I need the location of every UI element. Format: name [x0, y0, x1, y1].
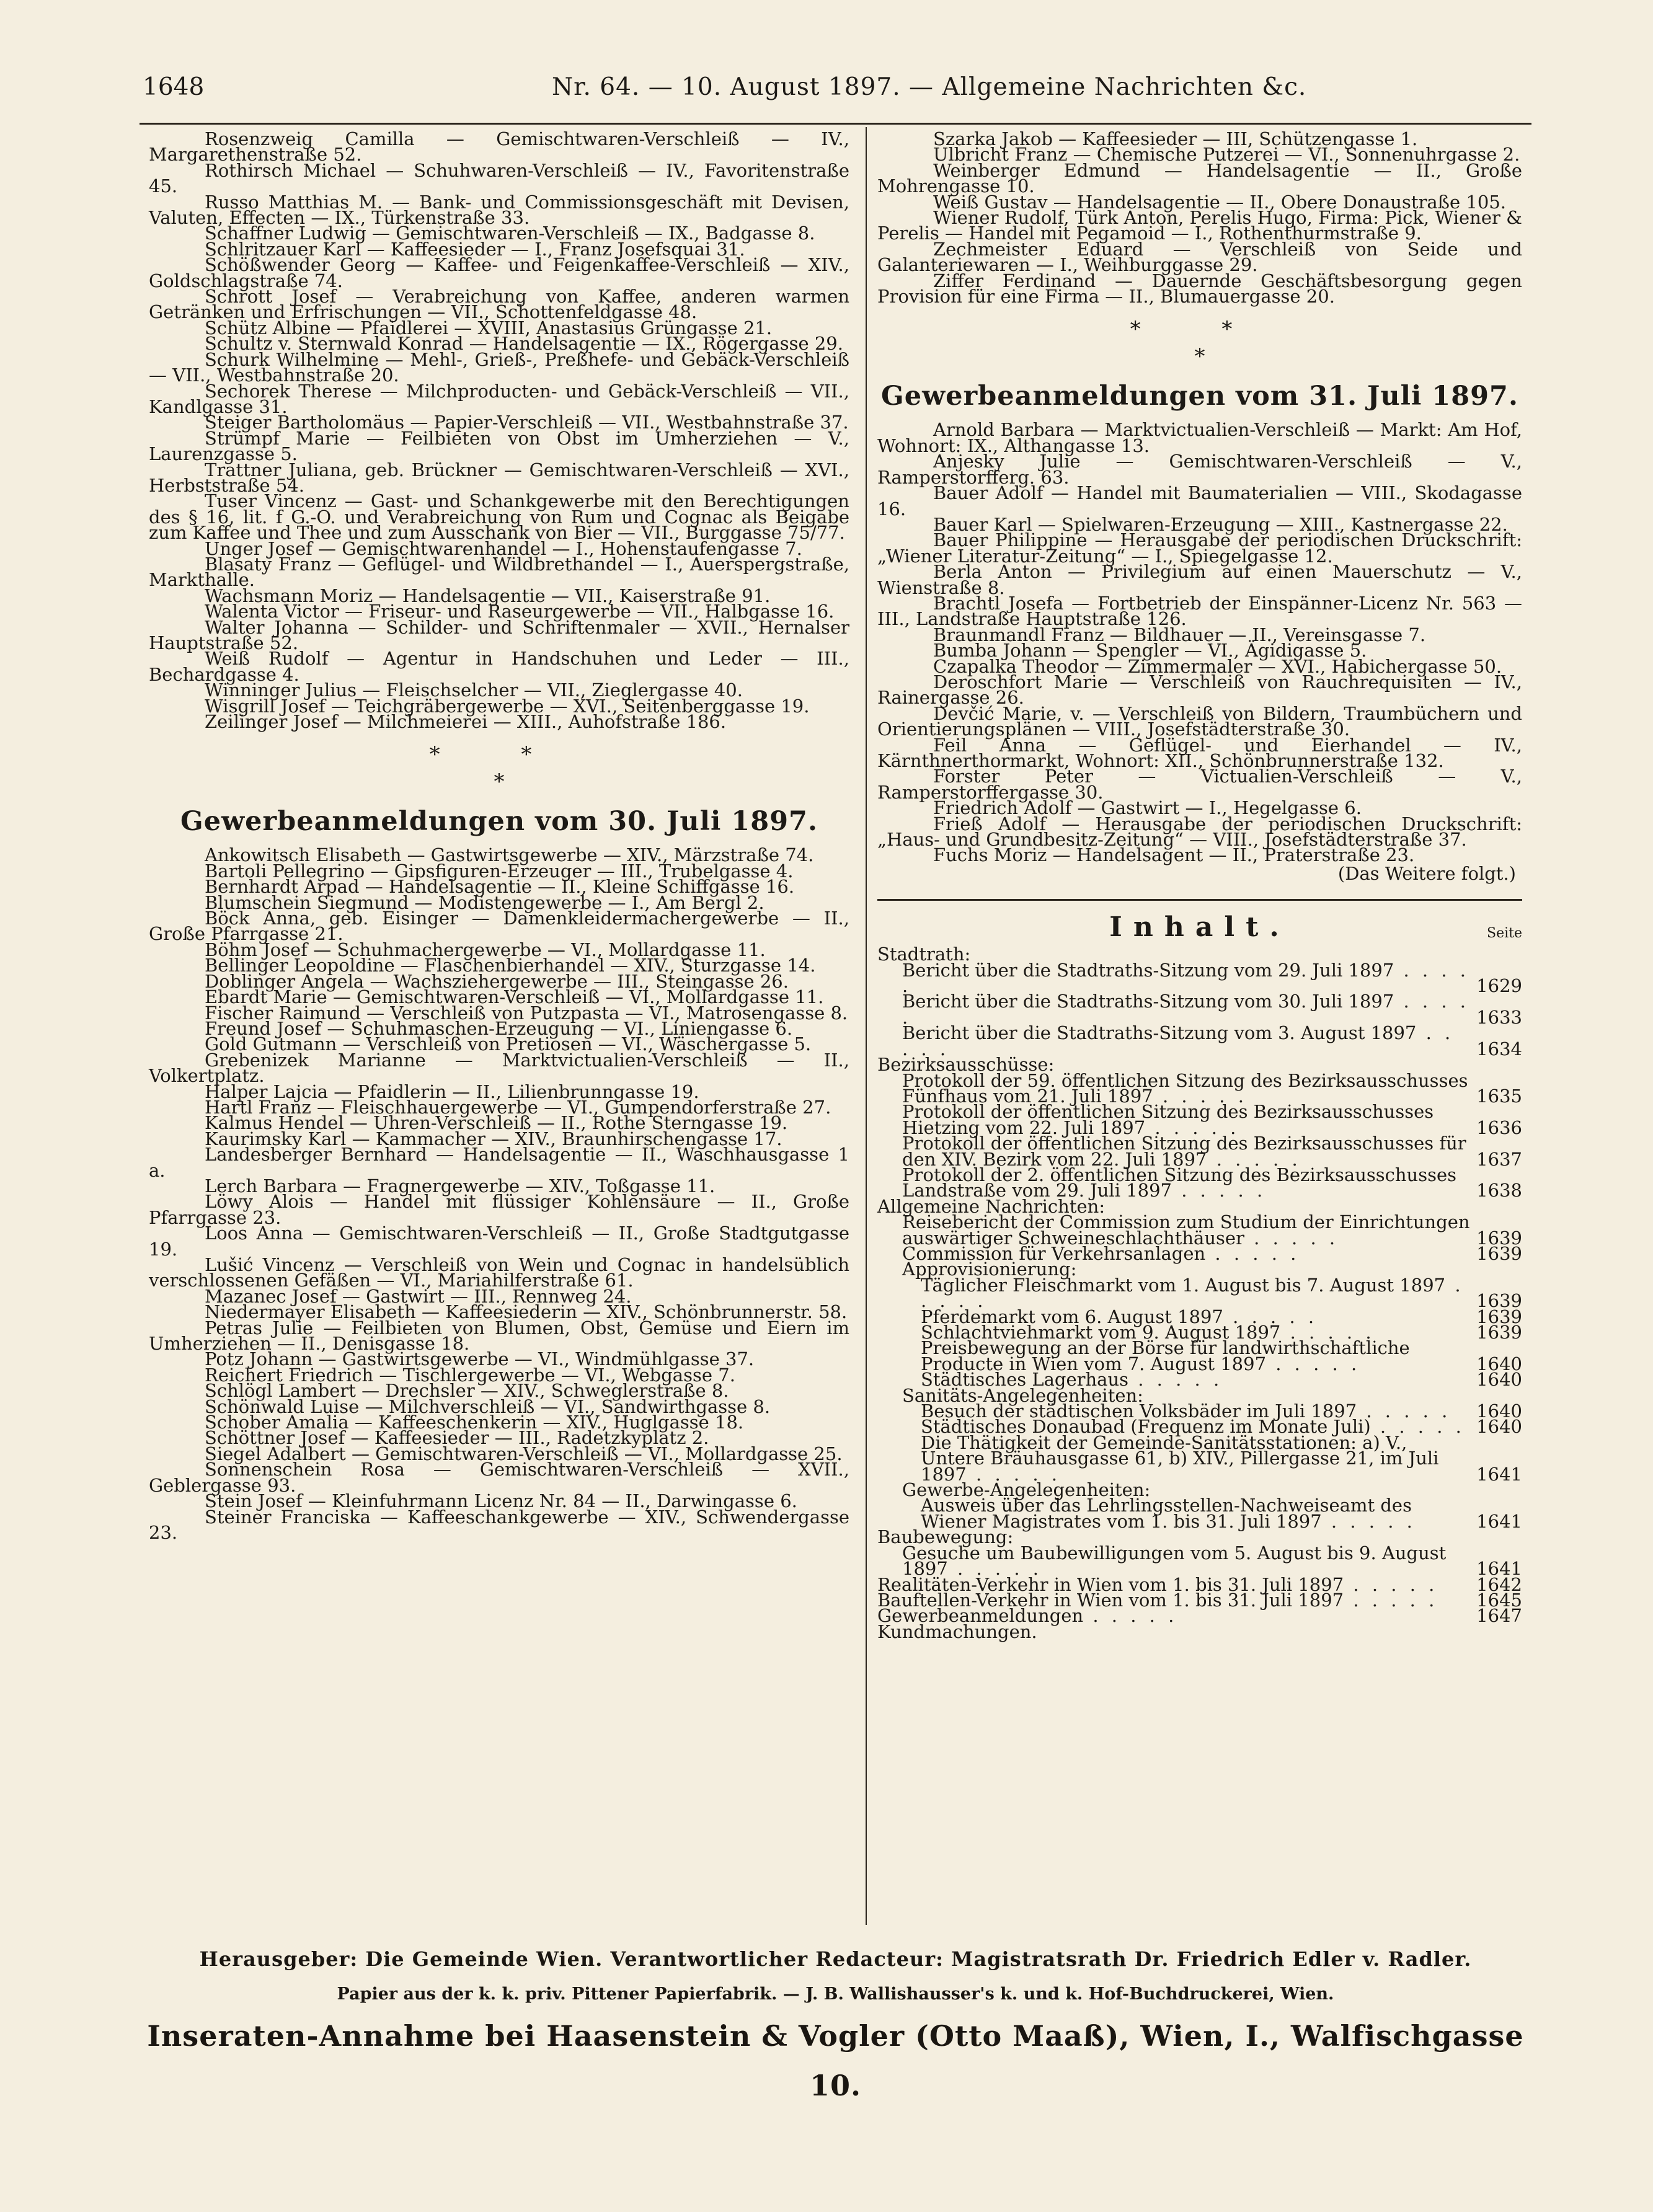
- list-item: Reichert Friedrich — Tischlergewerbe — VI., Webgasse 7.: [205, 1364, 735, 1386]
- list-item: Brachtl Josefa — Fortbetrieb der Einspänner-Licenz Nr. 563 — III., Landstraße Hauptstraße 126.: [877, 592, 1522, 630]
- left-entries-a: [149, 128, 849, 733]
- list-item: Loos Anna — Gemischtwaren-Verschleiß — II., Große Stadtgutgasse 19.: [149, 1223, 849, 1260]
- toc-page-number: 1639: [1476, 1227, 1522, 1249]
- list-item: Wisgrill Josef — Teichgräbergewerbe — XVI., Seitenberggasse 19.: [205, 695, 810, 717]
- list-item: Rosenzweig Camilla — Gemischtwaren-Verschleiß — IV., Margarethenstraße 52.: [149, 128, 849, 166]
- list-item: Walter Johanna — Schilder- und Schriftenmaler — XVII., Hernalser Hauptstraße 52.: [149, 616, 849, 653]
- toc-entry-text: Bericht über die Stadtraths-Sitzung vom 3. August 1897: [902, 1022, 1417, 1044]
- toc-page-number: 1639: [1476, 1290, 1522, 1312]
- toc-page-number: 1641: [1476, 1463, 1522, 1485]
- toc-page-number: 1647: [1476, 1605, 1522, 1627]
- toc-entry-text: Täglicher Fleischmarkt vom 1. August bis 7. August 1897: [921, 1274, 1446, 1296]
- list-item: Schlögl Lambert — Drechsler — XIV., Schweglerstraße 8.: [205, 1380, 729, 1402]
- list-item: Doblinger Angela — Wachsziehergewerbe — III., Steingasse 26.: [205, 970, 789, 992]
- list-item: Niedermayer Elisabeth — Kaffeesiederin — XIV., Schönbrunnerstr. 58.: [205, 1301, 848, 1323]
- toc-leader-dots: . . . . .: [921, 1274, 1465, 1312]
- list-item: Schaffner Ludwig — Gemischtwaren-Verschleiß — IX., Badgasse 8.: [205, 223, 815, 244]
- section-stars-top: * *: [429, 742, 569, 768]
- toc-entry-text: Approvisionierung:: [902, 1259, 1077, 1280]
- toc-entry-text: Sanitäts-Angelegenheiten:: [902, 1384, 1143, 1406]
- right-entries-b: [877, 419, 1522, 866]
- list-item: Bartoli Pellegrino — Gipsfiguren-Erzeuger — III., Trubelgasse 4.: [205, 860, 794, 882]
- toc-leader-dots: . . . . .: [1370, 1416, 1465, 1438]
- toc-entry: [877, 1164, 1522, 1201]
- list-item: Szarka Jakob — Kaffeesieder — III, Schützengasse 1.: [933, 128, 1418, 149]
- list-item: Gold Gutmann — Verschleiß von Pretiosen — VI., Wäschergasse 5.: [205, 1033, 812, 1055]
- toc-entry: [877, 1431, 1522, 1485]
- toc-leader-dots: . . . . .: [1357, 1400, 1451, 1422]
- toc-leader-dots: . . . . .: [1207, 1148, 1301, 1170]
- toc-entry-text: Commission für Verkehrsanlagen: [902, 1242, 1206, 1264]
- toc-entry-text: Pferdemarkt vom 6. August 1897: [921, 1306, 1223, 1327]
- column-divider: [866, 127, 867, 1925]
- toc-entry-text: Besuch der städtischen Volksbäder im Juli 1897: [921, 1400, 1357, 1422]
- right-entries-a: [877, 128, 1522, 307]
- toc-entry-text: Bauftellen-Verkehr in Wien vom 1. bis 31. Juli 1897: [877, 1589, 1344, 1611]
- list-item: Ebardt Marie — Gemischtwaren-Verschleiß — VI., Mollardgasse 11.: [205, 986, 824, 1008]
- toc-category: Baubewegung:: [877, 1526, 1014, 1548]
- list-item: Schöttner Josef — Kaffeesieder — III., Radetzkyplatz 2.: [205, 1427, 709, 1449]
- section-stars-top-right: * *: [1130, 317, 1270, 342]
- toc-separator-rule: [877, 899, 1522, 901]
- toc-entry: [877, 1133, 1522, 1170]
- toc-page-number: 1639: [1476, 1242, 1522, 1264]
- list-item: Schober Amalia — Kaffeeschenkerin — XIV., Huglgasse 18.: [205, 1412, 744, 1433]
- toc-page-number: 1637: [1476, 1148, 1522, 1170]
- toc-page-number: 1645: [1476, 1589, 1522, 1611]
- list-item: Bauer Adolf — Handel mit Baumaterialien — VIII., Skodagasse 16.: [877, 482, 1522, 520]
- list-item: Schlritzauer Karl — Kaffeesieder — I., Franz Josefsquai 31.: [205, 238, 745, 260]
- toc-page-number: 1641: [1476, 1558, 1522, 1580]
- list-item: Steiner Franciska — Kaffeeschankgewerbe — XIV., Schwendergasse 23.: [149, 1506, 849, 1543]
- list-item: Potz Johann — Gastwirtsgewerbe — VI., Windmühlgasse 37.: [205, 1348, 755, 1370]
- list-item: Wachsmann Moriz — Handelsagentie — VII., Kaiserstraße 91.: [205, 585, 771, 606]
- toc-page-number: 1633: [1476, 1006, 1522, 1028]
- toc-leader-dots: . . . . .: [902, 1022, 1455, 1060]
- toc-entry-text: Gesuche um Baubewilligungen vom 5. August bis 9. August 1897: [902, 1542, 1447, 1580]
- list-item: Weiß Gustav — Handelsagentie — II., Obere Donaustraße 105.: [933, 191, 1506, 213]
- list-item: Deroschfort Marie — Verschleiß von Rauchrequisiten — IV., Rainergasse 26.: [877, 671, 1522, 709]
- list-item: Czapalka Theodor — Zimmermaler — XVI., Habichergasse 50.: [933, 655, 1502, 677]
- list-item: Schurk Wilhelmine — Mehl-, Grieß-, Preßhefe- und Gebäck-Verschleiß — VII., Westbahnstraße 20.: [149, 348, 849, 386]
- toc-page-number: 1629: [1476, 975, 1522, 997]
- toc-leader-dots: . . . . .: [1280, 1322, 1375, 1343]
- list-item: Sechorek Therese — Milchproducten- und Gebäck-Verschleiß — VII., Kandlgasse 31.: [149, 380, 849, 417]
- footer-printer: Papier aus der k. k. priv. Pittener Papierfabrik. — J. B. Wallishausser's k. und k. Hof-Buchdruckerei, Wien.: [337, 1984, 1334, 2004]
- list-item: Bernhardt Arpad — Handelsagentie — II., Kleine Schiffgasse 16.: [205, 876, 795, 898]
- list-item: Petras Julie — Feilbieten von Blumen, Obst, Gemüse und Eiern im Umherziehen — II., Denisgasse 18.: [149, 1317, 849, 1355]
- toc-leader-dots: . . . . .: [1344, 1573, 1438, 1595]
- list-item: Blumschein Siegmund — Modistengewerbe — I., Am Bergl 2.: [205, 891, 764, 913]
- list-item: Sonnenschein Rosa — Gemischtwaren-Verschleiß — XVII., Geblergasse 93.: [149, 1459, 849, 1496]
- left-column: [149, 128, 849, 1543]
- toc-leader-dots: . . . . .: [1321, 1510, 1416, 1532]
- toc-page-number: 1639: [1476, 1322, 1522, 1343]
- list-item: Schönwald Luise — Milchverschleiß — VI., Sandwirthgasse 8.: [205, 1396, 771, 1417]
- list-item: Blasaty Franz — Geflügel- und Wildbrethandel — I., Auerspergstraße, Markthalle.: [149, 553, 849, 591]
- list-item: Kalmus Hendel — Uhren-Verschleiß — II., Rothe Sterngasse 19.: [205, 1112, 788, 1134]
- toc-entry: [877, 959, 1522, 997]
- toc-entry-text: Städtisches Lagerhaus: [921, 1369, 1129, 1391]
- list-item: Strümpf Marie — Feilbieten von Obst im Umherziehen — V., Laurenzgasse 5.: [149, 427, 849, 465]
- list-item: Forster Peter — Victualien-Verschleiß — V., Ramperstorffergasse 30.: [877, 766, 1522, 803]
- list-item: Devčić Marie, v. — Verschleiß von Bildern, Traumbüchern und Orientierungsplänen — VIII., Josefstädterstraße 30.: [877, 702, 1522, 740]
- toc-entry-text: Protokoll der öffentlichen Sitzung des Bezirksausschusses für den XIV. Bezirk vom 22. Juli 1897: [902, 1133, 1466, 1170]
- toc-entry-text: Preisbewegung an der Börse für landwirthschaftliche Producte in Wien vom 7. August 1897: [921, 1337, 1410, 1374]
- toc-entry: [877, 1022, 1522, 1060]
- toc-leader-dots: . . . . .: [1266, 1353, 1361, 1374]
- toc-entry: [877, 1069, 1522, 1107]
- list-item: Schütz Albine — Pfaidlerei — XVIII, Anastasius Grüngasse 21.: [205, 317, 773, 338]
- list-item: Weinberger Edmund — Handelsagentie — II., Große Mohrengasse 10.: [877, 159, 1522, 197]
- list-item: Anjesky Julie — Gemischtwaren-Verschleiß — V., Ramperstorfferg. 63.: [877, 451, 1522, 488]
- toc-title: [877, 912, 1522, 943]
- toc-leader-dots: . . . . .: [1128, 1369, 1223, 1391]
- toc-entry-text: Gewerbe-Angelegenheiten:: [902, 1479, 1151, 1501]
- toc-category: Stadtrath:: [877, 944, 971, 965]
- toc-entry-text: Die Thätigkeit der Gemeinde-Sanitätsstationen: a) V., Untere Bräuhausgasse 61, b) XIV., Pillergasse 21, im Juli 1897: [921, 1431, 1439, 1485]
- list-item: Ankowitsch Elisabeth — Gastwirtsgewerbe — XIV., Märzstraße 74.: [205, 844, 814, 866]
- toc-leader-dots: . . . . .: [1153, 1085, 1248, 1107]
- heading-gewerbeanmeldungen-31: Gewerbeanmeldungen vom 31. Juli 1897.: [881, 381, 1518, 412]
- list-item: Böhm Josef — Schuhmachergewerbe — VI., Mollardgasse 11.: [205, 939, 766, 960]
- toc-page-number: 1635: [1476, 1085, 1522, 1107]
- list-item: Siegel Adalbert — Gemischtwaren-Verschleiß — VI., Mollardgasse 25.: [205, 1443, 843, 1464]
- toc-page-number: 1639: [1476, 1306, 1522, 1327]
- list-item: Mazanec Josef — Gastwirt — III., Rennweg 24.: [205, 1285, 632, 1307]
- list-item: Walenta Victor — Friseur- und Raseurgewerbe — VII., Halbgasse 16.: [205, 601, 835, 622]
- list-item: Arnold Barbara — Marktvictualien-Verschleiß — Markt: Am Hof, Wohnort: IX., Althangasse 13.: [877, 419, 1522, 456]
- list-item: Zeilinger Josef — Milchmeierei — XIII., Auhofstraße 186.: [205, 711, 727, 733]
- toc-seite-label: Seite: [1487, 926, 1522, 942]
- toc-entry-text: Bericht über die Stadtraths-Sitzung vom 29. Juli 1897: [902, 959, 1394, 981]
- toc-entry: [877, 1211, 1522, 1249]
- toc-category: Bezirksausschüsse:: [877, 1054, 1055, 1076]
- list-item: Weiß Rudolf — Agentur in Handschuhen und Leder — III., Bechardgasse 4.: [149, 648, 849, 685]
- toc-entry-text: Realitäten-Verkehr in Wien vom 1. bis 31. Juli 1897: [877, 1573, 1344, 1595]
- toc-entry-text: Protokoll der 59. öffentlichen Sitzung des Bezirksausschusses Fünfhaus vom 21. Juli 1897: [902, 1069, 1468, 1107]
- list-item: Kaurimsky Karl — Kammacher — XIV., Braunhirschengasse 17.: [205, 1128, 782, 1149]
- list-item: Frieß Adolf — Herausgabe der periodischen Druckschrift: „Haus- und Grundbesitz-Zeitung“ — VIII., Josefstädterstraße 37.: [877, 813, 1522, 851]
- toc-page-number: 1640: [1476, 1369, 1522, 1391]
- toc-page-number: 1642: [1476, 1573, 1522, 1595]
- list-item: Lušić Vincenz — Verschleiß von Wein und Cognac in handelsüblich verschlossenen Gefäßen — VI., Mariahilferstraße 61.: [149, 1254, 849, 1291]
- toc-entry-text: Bericht über die Stadtraths-Sitzung vom 30. Juli 1897: [902, 991, 1394, 1012]
- list-item: Zechmeister Eduard — Verschleiß von Seide und Galanteriewaren — I., Weihburggasse 29.: [877, 238, 1522, 276]
- list-item: Fischer Raimund — Verschleiß von Putzpasta — VI., Matrosengasse 8.: [205, 1002, 848, 1024]
- toc-entry: [877, 1274, 1522, 1312]
- list-item: Bumba Johann — Spengler — VI., Ägidigasse 5.: [933, 640, 1367, 661]
- list-item: Bauer Philippine — Herausgabe der periodischen Druckschrift: „Wiener Literatur-Zeitung“ — I., Spiegelgasse 12.: [877, 529, 1522, 567]
- toc-leader-dots: . . . . .: [966, 1463, 1061, 1485]
- list-item: Trattner Juliana, geb. Brückner — Gemischtwaren-Verschleiß — XVI., Herbststraße 54.: [149, 459, 849, 496]
- header-rule: [140, 123, 1531, 125]
- running-title: Nr. 64. — 10. August 1897. — Allgemeine Nachrichten &c.: [552, 73, 1307, 101]
- list-item: Berla Anton — Privilegium auf einen Mauerschutz — V., Wienstraße 8.: [877, 561, 1522, 598]
- table-of-contents: [877, 944, 1522, 1642]
- list-item: Bellinger Leopoldine — Flaschenbierhandel — XIV., Sturzgasse 14.: [205, 955, 816, 976]
- footer-advertising: Inseraten-Annahme bei Haasenstein & Vogler (Otto Maaß), Wien, I., Walfischgasse 10.: [147, 2019, 1524, 2102]
- list-item: Ziffer Ferdinand — Dauernde Geschäftsbesorgung gegen Provision für eine Firma — II., Blumauergasse 20.: [877, 270, 1522, 307]
- toc-entry: [877, 1495, 1522, 1532]
- list-item: Grebenizek Marianne — Marktvictualien-Verschleiß — II., Volkertplatz.: [149, 1049, 849, 1087]
- list-item: Landesberger Bernhard — Handelsagentie — II., Waschhausgasse 1 a.: [149, 1144, 849, 1181]
- toc-page-number: 1640: [1476, 1353, 1522, 1374]
- list-item: Bauer Karl — Spielwaren-Erzeugung — XIII., Kastnergasse 22.: [933, 513, 1508, 535]
- left-entries-b: [149, 844, 849, 1543]
- imprint-footer: [140, 1940, 1531, 2110]
- list-item: Russo Matthias M. — Bank- und Commissionsgeschäft mit Devisen, Valuten, Effecten — IX., Türkenstraße 33.: [149, 191, 849, 229]
- list-item: Tuser Vincenz — Gast- und Schankgewerbe mit den Berechtigungen des § 16, lit. f G.-O. und Verabreichung von Rum und Cognac als Beigabe zum Kaffee und Thee und zum Ausschank von Bier — VII., Burggasse 75/77.: [149, 490, 849, 544]
- toc-leader-dots: . . . . .: [902, 991, 1470, 1028]
- list-item: Fuchs Moriz — Handelsagent — II., Praterstraße 23.: [933, 844, 1415, 866]
- footer-publisher: Herausgeber: Die Gemeinde Wien. Verantwortlicher Redacteur: Magistratsrath Dr. Friedrich Edler v. Radler.: [199, 1947, 1472, 1971]
- list-item: Halper Lajcia — Pfaidlerin — II., Lilienbrunngasse 19.: [205, 1081, 699, 1102]
- toc-entry: [877, 1101, 1522, 1138]
- page-number: 1648: [143, 73, 205, 101]
- right-column: [877, 128, 1522, 1642]
- toc-title-text: Inhalt.: [1109, 911, 1290, 944]
- list-item: Unger Josef — Gemischtwarenhandel — I., Hohenstaufengasse 7.: [205, 538, 802, 559]
- list-item: Lerch Barbara — Fragnergewerbe — XIV., Toßgasse 11.: [205, 1175, 716, 1197]
- list-item: Schößwender Georg — Kaffee- und Feigenkaffee-Verschleiß — XIV., Goldschlagstraße 74.: [149, 254, 849, 291]
- toc-leader-dots: . . . . .: [902, 959, 1470, 997]
- toc-entry-text: Protokoll der öffentlichen Sitzung des Bezirksausschusses Hietzing vom 22. Juli 1897: [902, 1101, 1434, 1138]
- toc-leader-dots: . . . . .: [1145, 1117, 1240, 1138]
- toc-entry-text: Städtisches Donaubad (Frequenz im Monate Juli): [921, 1416, 1371, 1438]
- list-item: Freund Josef — Schuhmaschen-Erzeugung — VI., Liniengasse 6.: [205, 1017, 793, 1039]
- toc-leader-dots: . . . . .: [1344, 1589, 1438, 1611]
- list-item: Stein Josef — Kleinfuhrmann Licenz Nr. 84 — II., Darwingasse 6.: [205, 1490, 797, 1512]
- toc-entry-text: Ausweis über das Lehrlingsstellen-Nachweiseamt des Wiener Magistrates vom 1. bis 31. Juli 1897: [921, 1495, 1412, 1532]
- toc-page-number: 1640: [1476, 1416, 1522, 1438]
- list-item: Winninger Julius — Fleischselcher — VII., Zieglergasse 40.: [205, 679, 743, 701]
- list-item: Braunmandl Franz — Bildhauer — II., Vereinsgasse 7.: [933, 624, 1426, 645]
- list-item: Ulbricht Franz — Chemische Putzerei — VI., Sonnenuhrgasse 2.: [933, 144, 1520, 166]
- toc-page-number: 1634: [1476, 1038, 1522, 1060]
- list-item: Schultz v. Sternwald Konrad — Handelsagentie — IX., Rögergasse 29.: [205, 333, 843, 355]
- toc-page-number: 1640: [1476, 1400, 1522, 1422]
- toc-page-number: 1638: [1476, 1180, 1522, 1201]
- list-item: Böck Anna, geb. Eisinger — Damenkleidermachergewerbe — II., Große Pfarrgasse 21.: [149, 908, 849, 945]
- toc-entry: [877, 991, 1522, 1028]
- list-item: Hartl Franz — Fleischhauergewerbe — VI., Gumpendorferstraße 27.: [205, 1096, 831, 1118]
- toc-entry-text: Kundmachungen.: [877, 1621, 1037, 1642]
- toc-leader-dots: . . . . .: [1223, 1306, 1318, 1327]
- list-item: Schrott Josef — Verabreichung von Kaffee, anderen warmen Getränken und Erfrischungen — VII., Schottenfeldgasse 48.: [149, 286, 849, 323]
- toc-leader-dots: . . . . .: [1244, 1227, 1339, 1249]
- toc-category: Allgemeine Nachrichten:: [877, 1195, 1106, 1217]
- heading-gewerbeanmeldungen-30: Gewerbeanmeldungen vom 30. Juli 1897.: [180, 806, 818, 838]
- toc-entry: [877, 1621, 1522, 1642]
- list-item: Rothirsch Michael — Schuhwaren-Verschleiß — IV., Favoritenstraße 45.: [149, 159, 849, 197]
- page-header: [143, 73, 1528, 117]
- toc-page-number: 1636: [1476, 1117, 1522, 1138]
- list-item: Feil Anna — Geflügel- und Eierhandel — IV., Kärnthnerthormarkt, Wohnort: XII., Schönbrunnerstraße 132.: [877, 734, 1522, 771]
- toc-entry-text: Protokoll der 2. öffentlichen Sitzung des Bezirksausschusses Landstraße vom 29. Juli 1897: [902, 1164, 1457, 1201]
- toc-leader-dots: . . . . .: [1205, 1242, 1300, 1264]
- section-stars-bottom-right: *: [1194, 344, 1205, 369]
- toc-entry: [877, 1542, 1522, 1580]
- toc-entry-text: Reisebericht der Commission zum Studium der Einrichtungen auswärtiger Schweineschlachthäuser: [902, 1211, 1470, 1249]
- section-stars-bottom: *: [494, 769, 505, 795]
- toc-leader-dots: . . . . .: [947, 1558, 1042, 1580]
- list-item: Friedrich Adolf — Gastwirt — I., Hegelgasse 6.: [933, 797, 1362, 819]
- toc-entry-text: Schlachtviehmarkt vom 9. August 1897: [921, 1322, 1281, 1343]
- toc-page-number: 1641: [1476, 1510, 1522, 1532]
- toc-leader-dots: . . . . .: [1083, 1605, 1178, 1627]
- toc-entry: [877, 1337, 1522, 1374]
- list-item: Löwy Alois — Handel mit flüssiger Kohlensäure — II., Große Pfarrgasse 23.: [149, 1191, 849, 1228]
- list-item: Wiener Rudolf, Türk Anton, Perelis Hugo, Firma: Pick, Wiener & Perelis — Handel mit Pegamoid — I., Rothenthurmstraße 9.: [877, 207, 1522, 244]
- toc-entry-text: Gewerbeanmeldungen: [877, 1605, 1084, 1627]
- continued-note: (Das Weitere folgt.): [1337, 862, 1516, 884]
- list-item: Steiger Bartholomäus — Papier-Verschleiß — VII., Westbahnstraße 37.: [205, 412, 849, 433]
- toc-leader-dots: . . . . .: [1172, 1180, 1267, 1201]
